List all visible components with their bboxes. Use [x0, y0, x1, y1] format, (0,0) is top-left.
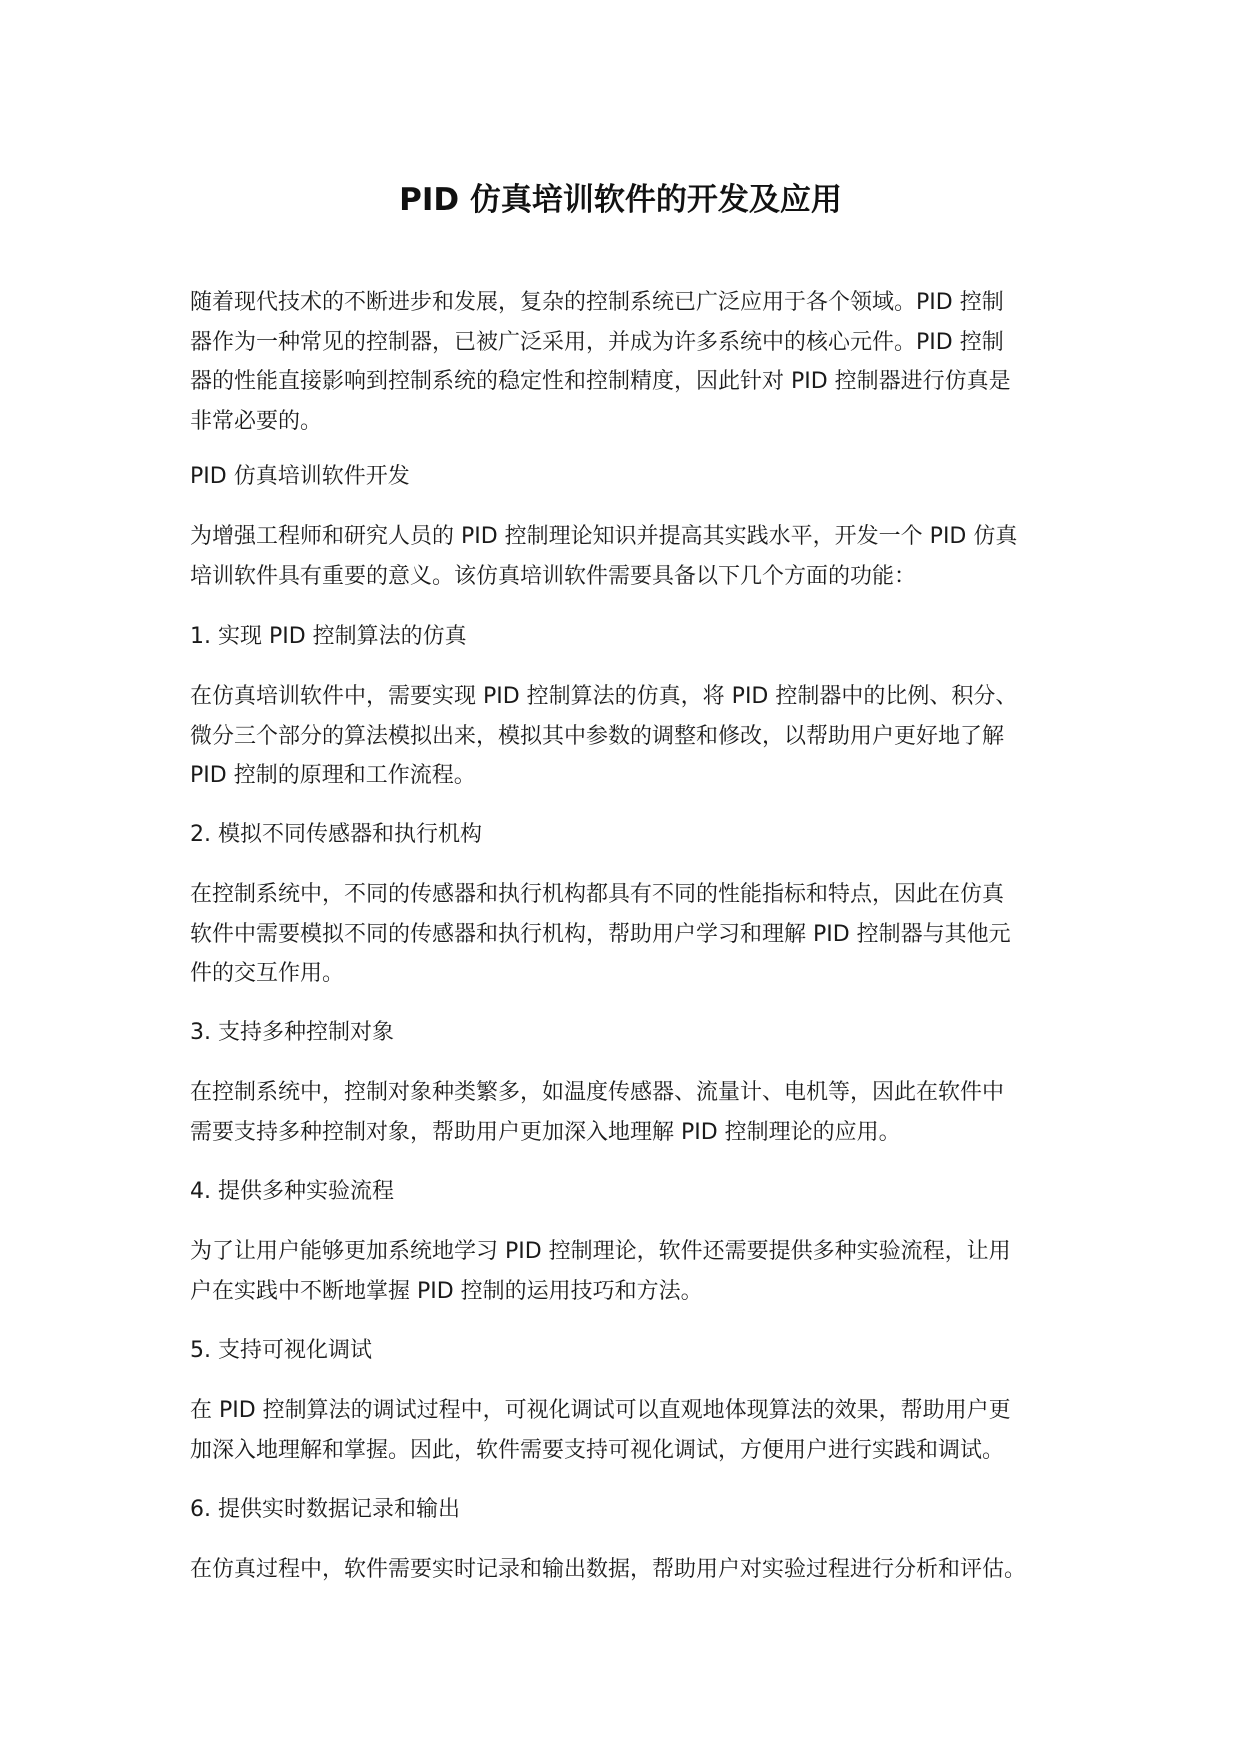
- section-heading-development: PID 仿真培训软件开发: [190, 464, 410, 489]
- feature-heading-3: 3. 支持多种控制对象: [190, 1020, 394, 1045]
- feature-heading-5: 5. 支持可视化调试: [190, 1338, 372, 1363]
- intro-paragraph: 随着现代技术的不断进步和发展，复杂的控制系统已广泛应用于各个领域。PID 控制 器作为一种常见的控制器，已被广泛采用，并成为许多系统中的核心元件。PID 控制 器的性能直接影响到控制系统的稳定性和控制精度，因此针对 PID 控制器进行仿真是 非常必要的。: [190, 290, 1011, 434]
- feature-paragraph-2: 在控制系统中，不同的传感器和执行机构都具有不同的性能指标和特点，因此在仿真 软件中需要模拟不同的传感器和执行机构，帮助用户学习和理解 PID 控制器与其他元 件的交互作用。: [190, 882, 1011, 986]
- feature-paragraph-6: 在仿真过程中，软件需要实时记录和输出数据，帮助用户对实验过程进行分析和评估。: [190, 1557, 1027, 1582]
- feature-paragraph-1: 在仿真培训软件中，需要实现 PID 控制算法的仿真，将 PID 控制器中的比例、积分、 微分三个部分的算法模拟出来，模拟其中参数的调整和修改，以帮助用户更好地了解 PID 控制的原理和工作流程。: [190, 684, 1018, 788]
- feature-heading-2: 2. 模拟不同传感器和执行机构: [190, 822, 482, 847]
- feature-paragraph-5: 在 PID 控制算法的调试过程中，可视化调试可以直观地体现算法的效果，帮助用户更 加深入地理解和掌握。因此，软件需要支持可视化调试，方便用户进行实践和调试。: [190, 1398, 1011, 1463]
- feature-heading-1: 1. 实现 PID 控制算法的仿真: [190, 624, 467, 649]
- document-title: PID 仿真培训软件的开发及应用: [399, 182, 842, 218]
- development-paragraph: 为增强工程师和研究人员的 PID 控制理论知识并提高其实践水平，开发一个 PID 仿真 培训软件具有重要的意义。该仿真培训软件需要具备以下几个方面的功能：: [190, 524, 1018, 589]
- feature-paragraph-3: 在控制系统中，控制对象种类繁多，如温度传感器、流量计、电机等，因此在软件中 需要支持多种控制对象，帮助用户更加深入地理解 PID 控制理论的应用。: [190, 1080, 1005, 1145]
- feature-heading-4: 4. 提供多种实验流程: [190, 1179, 394, 1204]
- feature-heading-6: 6. 提供实时数据记录和输出: [190, 1497, 460, 1522]
- feature-paragraph-4: 为了让用户能够更加系统地学习 PID 控制理论，软件还需要提供多种实验流程，让用 户在实践中不断地掌握 PID 控制的运用技巧和方法。: [190, 1239, 1011, 1304]
